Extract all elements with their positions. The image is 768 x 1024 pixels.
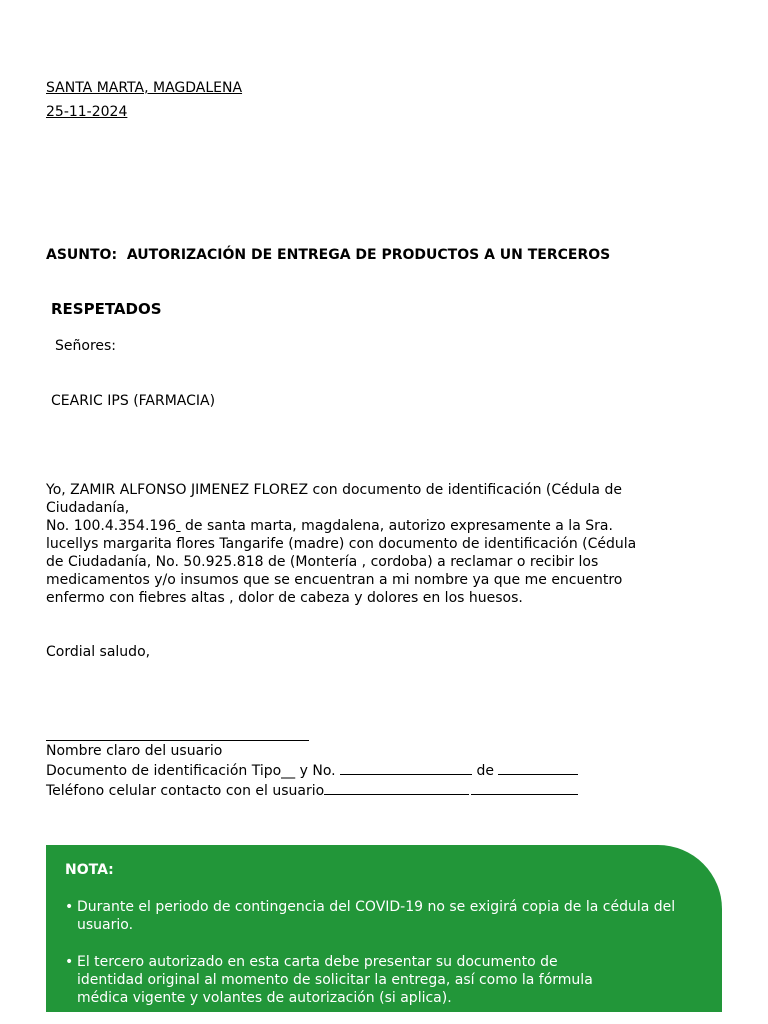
nota-item-text xyxy=(77,898,725,934)
bullet-icon: • xyxy=(65,899,74,915)
body-line-rest: de santa marta, magdalena, autorizo expresamente a la Sra. xyxy=(180,518,613,534)
phone-blank-2[interactable] xyxy=(471,780,578,795)
nota-text-line: usuario. xyxy=(77,917,134,933)
nota-title: NOTA: xyxy=(65,862,114,878)
phone-blank-1[interactable] xyxy=(324,780,469,795)
respected-heading: RESPETADOS xyxy=(51,300,162,318)
recipient-line: CEARIC IPS (FARMACIA) xyxy=(51,393,216,409)
name-label: Nombre claro del usuario xyxy=(46,743,223,759)
document-field-line xyxy=(46,760,578,780)
document-of-label: de xyxy=(472,763,499,779)
date-line: 25-11-2024 xyxy=(46,104,128,120)
nota-text-line: El tercero autorizado en esta carta debe presentar su documento de xyxy=(77,954,558,970)
nota-item-text xyxy=(77,953,725,1007)
nota-text-line: Durante el periodo de contingencia del COVID-19 no se exigirá copia de la cédula del xyxy=(77,899,676,915)
document-origin-blank[interactable] xyxy=(498,760,578,775)
subject-line xyxy=(46,246,610,264)
nota-text-line: identidad original al momento de solicitar la entrega, así como la fórmula xyxy=(77,972,593,988)
nota-item xyxy=(65,953,725,1007)
body-line: Yo, ZAMIR ALFONSO JIMENEZ FLOREZ con documento de identificación (Cédula de xyxy=(46,482,622,498)
phone-field-line xyxy=(46,780,578,800)
closing-line: Cordial saludo, xyxy=(46,644,151,660)
body-line: medicamentos y/o insumos que se encuentran a mi nombre ya que me encuentro xyxy=(46,572,623,588)
body-paragraph xyxy=(46,481,696,607)
city-line: SANTA MARTA, MAGDALENA xyxy=(46,80,243,96)
body-line: lucellys margarita flores Tangarife (madre) con documento de identificación (Cédula xyxy=(46,536,637,552)
id-number: No. 100.4.354.196 xyxy=(46,518,177,534)
subject-label: ASUNTO: xyxy=(46,247,118,263)
phone-label: Teléfono celular contacto con el usuario xyxy=(46,783,325,799)
body-line xyxy=(46,517,696,535)
nota-box xyxy=(46,845,722,1012)
body-line: de Ciudadanía, No. 50.925.818 de (Montería , cordoba) a reclamar o recibir los xyxy=(46,554,599,570)
body-line: enfermo con fiebres altas , dolor de cabeza y dolores en los huesos. xyxy=(46,590,523,606)
nota-text-line: médica vigente y volantes de autorización (si aplica). xyxy=(77,990,452,1006)
subject-text: AUTORIZACIÓN DE ENTREGA DE PRODUCTOS A UN TERCEROS xyxy=(126,247,611,263)
nota-item xyxy=(65,898,725,934)
sirs-line: Señores: xyxy=(55,338,117,354)
body-line: Ciudadanía, xyxy=(46,500,130,516)
signature-fields xyxy=(46,742,578,800)
signature-line xyxy=(46,740,309,741)
bullet-icon: • xyxy=(65,954,74,970)
document-number-blank[interactable] xyxy=(340,760,472,775)
document-label: Documento de identificación Tipo__ y No. xyxy=(46,763,341,779)
